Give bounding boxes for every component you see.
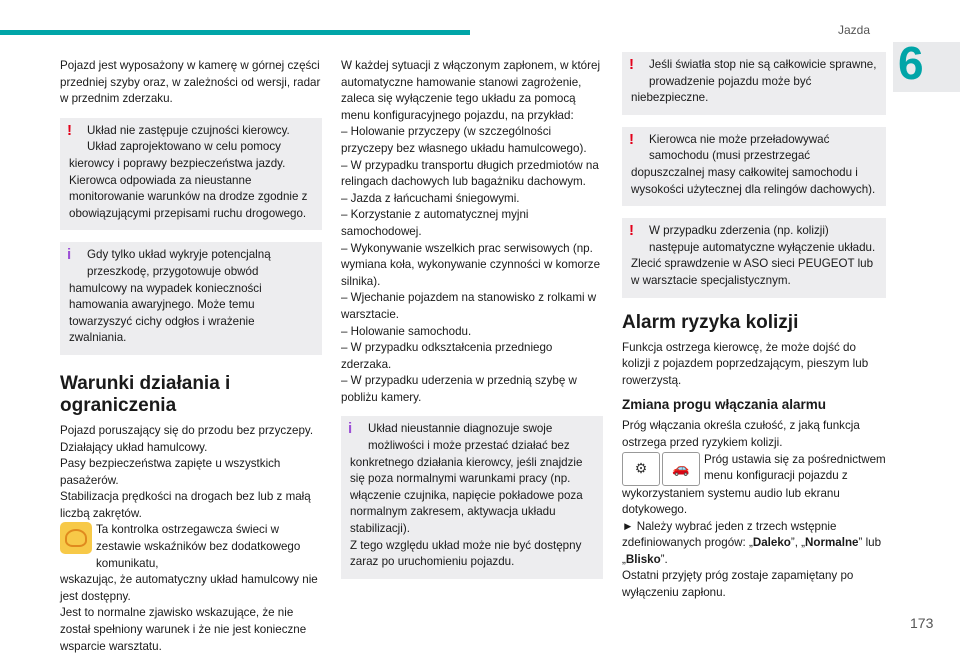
- column-1: [60, 58, 322, 655]
- column-3: [622, 50, 886, 602]
- condition-3: Pasy bezpieczeństwa zapięte u wszystkich pasażerów.: [60, 457, 281, 487]
- column-2: [341, 58, 603, 591]
- list-item: – Holowanie przyczepy (w szczególności przyczepy bez własnego układu hamulcowego).: [341, 125, 587, 155]
- option-normalne: Normalne: [805, 536, 859, 550]
- list-item: – W przypadku odkształcenia przedniego zderzaka.: [341, 341, 553, 371]
- info-text-cont-2: Z tego względu układ może nie być dostępny zaraz po uruchomieniu pojazdu.: [350, 538, 582, 569]
- car-icon: 🚗: [662, 452, 700, 486]
- warning-box-1: [622, 52, 886, 115]
- warning-text-cont: Zlecić sprawdzenie w ASO sieci PEUGEOT lub w warsztacie specjalistycznym.: [631, 257, 874, 287]
- info-text-cont: konkretnego działania kierowcy, jeśli znajdzie się poza normalnymi warunkami pracy (np. włączenie czujnika, napięcie pokładowe poza normalnym zakresem, aktywacja układu stabilizacji).: [350, 455, 583, 536]
- warning-icon: !: [629, 222, 634, 240]
- info-text: Gdy tylko układ wykryje potencjalną przeszkodę, przygotowuje obwód: [87, 248, 271, 278]
- collision-intro: Funkcja ostrzega kierowcę, że może dojść do kolizji z pojazdem poprzedzającym, pieszym lub rowerzystą.: [622, 340, 869, 387]
- normal-note: Jest to normalne zjawisko wskazujące, że nie został spełniony warunek i że nie jest konieczne wsparcie warsztatu.: [60, 606, 307, 653]
- warning-icon: !: [67, 121, 72, 139]
- section-heading: Warunki działania i ograniczenia: [60, 372, 231, 416]
- info-icon: i: [67, 246, 72, 264]
- icons-text: Próg ustawia się za pośrednictwem menu konfiguracji pojazdu z: [704, 452, 886, 483]
- info-icon: i: [348, 420, 353, 438]
- warning-text-cont: niebezpieczne.: [631, 91, 709, 105]
- list-item: – W przypadku transportu długich przedmiotów na relingach dachowych lub bagażniku dachowym.: [341, 158, 599, 189]
- warning-icon: !: [629, 56, 634, 73]
- list-item: – Wykonywanie wszelkich prac serwisowych (np. wymiana koła, wykonywanie czynności w komorze silnika).: [341, 241, 601, 288]
- section-title: Jazda: [838, 23, 871, 37]
- lamp-text: Ta kontrolka ostrzegawcza świeci w zestawie wskaźników bez dodatkowego komunikatu,: [96, 523, 301, 570]
- info-box: [60, 242, 322, 355]
- option-blisko: Blisko: [625, 552, 661, 566]
- header-accent-bar: [0, 30, 470, 35]
- list-item: – Jazda z łańcuchami śniegowymi.: [341, 191, 520, 205]
- list-item: – Holowanie samochodu.: [341, 324, 472, 338]
- lamp-text-cont: wskazując, że automatyczny układ hamulcowy nie jest dostępny.: [60, 573, 318, 603]
- threshold-text: Próg włączania określa czułość, z jaką funkcja ostrzega przed ryzykiem kolizji.: [622, 419, 860, 449]
- info-box-2: [341, 416, 603, 578]
- warning-box-3: [622, 218, 886, 297]
- memory-note: Ostatni przyjęty próg zostaje zapamiętany po wyłączeniu zapłonu.: [622, 569, 854, 600]
- list-item: – Wjechanie pojazdem na stanowisko z rolkami w warsztacie.: [341, 291, 597, 321]
- option-daleko: Daleko: [752, 536, 791, 550]
- warning-text-cont: dopuszczalnej masy całkowitej samochodu i wysokości użytecznej dla relingów dachowych).: [631, 165, 876, 196]
- chapter-number: 6: [898, 37, 924, 89]
- warning-icon: !: [629, 130, 634, 148]
- intro-text-2: W każdej sytuacji z włączonym zapłonem, w której automatyczne hamowanie stanowi zagrożenie, zaleca się wyłączenie tego układu za pomocą menu konfiguracyjnego pojazdu, na przykład:: [341, 59, 601, 122]
- condition-2: Działający układ hamulcowy.: [60, 440, 208, 454]
- section-heading-2: Alarm ryzyka kolizji: [622, 311, 799, 333]
- subheading: Zmiana progu włączania alarmu: [622, 397, 827, 413]
- warning-lamp-row: [60, 522, 322, 572]
- warning-box: [60, 118, 322, 231]
- page-number: 173: [910, 615, 934, 631]
- list-item: – W przypadku uderzenia w przednią szybę w pobliżu kamery.: [341, 374, 577, 404]
- warning-text: W przypadku zderzenia (np. kolizji) następuje automatyczne wyłączenie układu.: [649, 224, 876, 254]
- info-text: Układ nieustannie diagnozuje swoje możliwości i może przestać działać bez: [368, 422, 570, 453]
- settings-icons-row: [622, 452, 886, 486]
- warning-lamp-icon: [60, 522, 92, 554]
- warning-text: Układ nie zastępuje czujności kierowcy. Układ zaprojektowano w celu pomocy: [87, 123, 290, 154]
- intro-text: Pojazd jest wyposażony w kamerę w górnej części przedniej szyby oraz, w zależności od wersji, radar w przednim zderzaku.: [60, 59, 321, 106]
- warning-text: Jeśli światła stop nie są całkowicie sprawne, prowadzenie pojazdu może być: [649, 58, 877, 88]
- icons-text-cont: wykorzystaniem systemu audio lub ekranu dotykowego.: [622, 486, 840, 517]
- warning-text: Kierowca nie może przeładowywać samochodu (musi przestrzegać: [649, 132, 830, 163]
- step-text: ► Należy wybrać jeden z trzech wstępnie zdefiniowanych progów: „Daleko”, „Normalne” lub „Blisko”.: [622, 519, 882, 566]
- condition-1: Pojazd poruszający się do przodu bez przyczepy.: [60, 423, 314, 437]
- info-text-cont: hamulcowy na wypadek konieczności hamowania awaryjnego. Może temu towarzyszyć cichy odgłos i wrażenie zwalniania.: [69, 281, 262, 345]
- vehicle-settings-icon: ⚙: [622, 452, 660, 486]
- warning-text-cont: kierowcy i poprawy bezpieczeństwa jazdy. Kierowca odpowiada za nieustanne monitorowanie warunków na drodze zgodnie z obowiązującymi przepisami ruchu drogowego.: [69, 156, 308, 220]
- warning-box-2: [622, 127, 886, 206]
- condition-4: Stabilizacja prędkości na drogach bez lub z małą liczbą zakrętów.: [60, 490, 311, 520]
- list-item: – Korzystanie z automatycznej myjni samochodowej.: [341, 208, 529, 238]
